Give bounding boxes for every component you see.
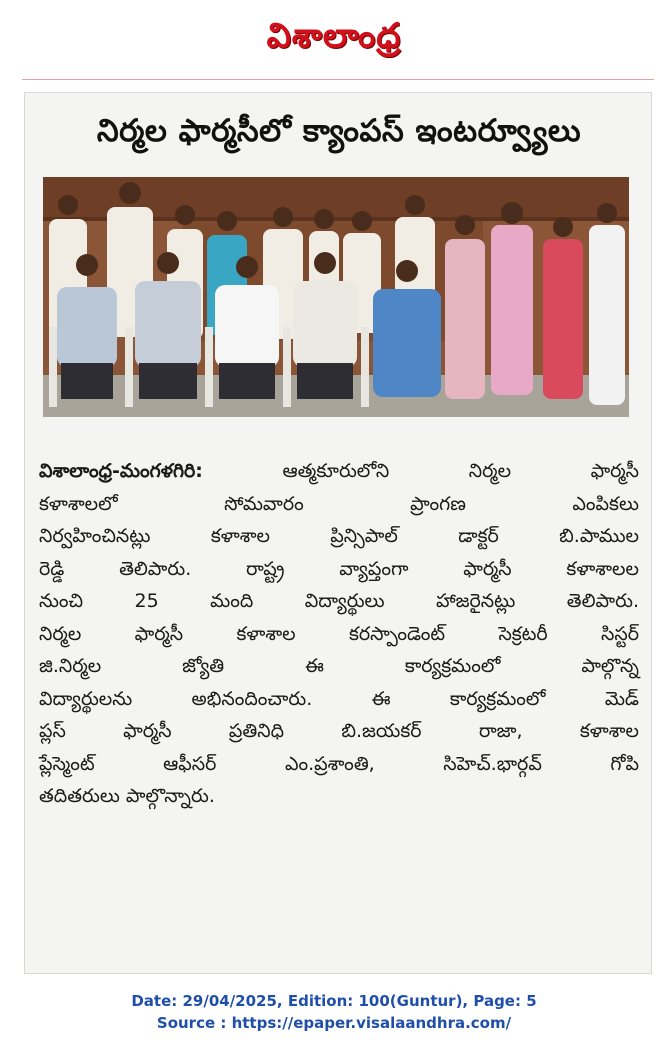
article-line: నుంచి 25 మంది విద్యార్థులు హాజరైనట్లు తెలిపారు.: [39, 590, 639, 612]
edition-info: Date: 29/04/2025, Edition: 100(Guntur), Page: 5: [131, 992, 537, 1010]
masthead-divider: [22, 79, 654, 80]
article-line: తదితరులు పాల్గొన్నారు.: [39, 785, 215, 807]
article-line: నిర్వహించినట్లు కళాశాల ప్రిన్సిపాల్ డాక్టర్ బి.పాముల: [39, 525, 639, 547]
article-dateline: విశాలాంధ్ర-మంగళగిరి:: [39, 460, 203, 482]
newspaper-logo: విశాలాంధ్ర: [266, 16, 402, 56]
article-body: [39, 455, 639, 813]
group-photo: [43, 177, 629, 417]
article-headline: నిర్మల ఫార్మసీలో క్యాంపస్ ఇంటర్వ్యూలు: [96, 112, 582, 149]
article-line: ప్లస్ ఫార్మసీ ప్రతినిధి బి.జయకర్ రాజా, కళాశాల: [39, 720, 639, 742]
article-line: విద్యార్థులను అభినందించారు. ఈ కార్యక్రమంలో మెడ్: [39, 687, 639, 710]
article-line: రెడ్డి తెలిపారు. రాష్ట్ర వ్యాప్తంగా ఫార్మసీ కళాశాలల: [39, 557, 639, 580]
source-link[interactable]: Source : https://epaper.visalaandhra.com/: [156, 1014, 512, 1032]
article-line: నిర్మల ఫార్మసీ కళాశాల కరస్పాండెంట్ సెక్రటరీ సిస్టర్: [39, 622, 639, 645]
article-line-text: ఆత్మకూరులోని నిర్మల ఫార్మసీ: [202, 460, 639, 482]
article-line: కళాశాలలో సోమవారం ప్రాంగణ ఎంపికలు: [39, 492, 639, 515]
masthead: [0, 0, 668, 80]
article-line: [39, 455, 639, 488]
article-line: జి.నిర్మల జ్యోతి ఈ కార్యక్రమంలో పాల్గొన్న: [39, 655, 639, 677]
news-clipping: [24, 92, 652, 974]
page-footer: [0, 990, 668, 1034]
group-photo-image: [43, 177, 629, 417]
article-line: ప్లేస్మెంట్ ఆఫీసర్ ఎం.ప్రశాంతి, సిహెచ్.భార్గవ్ గోపి: [39, 752, 639, 775]
